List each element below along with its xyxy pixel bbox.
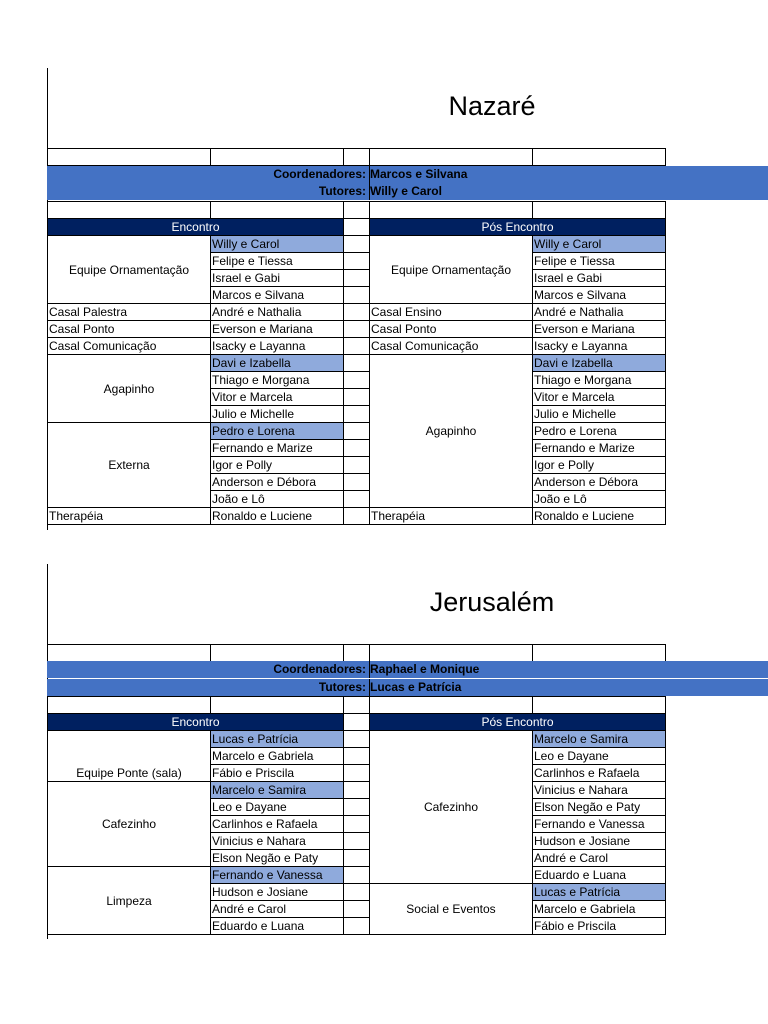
table-row [48,321,666,338]
spacer-cell [344,219,370,236]
spacer-cell [344,423,370,440]
table-row [48,508,666,525]
team-name-cell: Cafezinho [370,731,533,884]
spacer-cell [344,867,370,884]
coordinators-value: Raphael e Monique [370,662,480,676]
couple-cell: Marcelo e Gabriela [533,901,666,918]
team-name-cell: Externa [48,423,211,508]
team-name-cell: Therapéia [48,508,211,525]
team-name-cell: Equipe Ornamentação [48,236,211,304]
couple-cell: Carlinhos e Rafaela [533,765,666,782]
table-row [48,304,666,321]
team-name-cell: Limpeza [48,867,211,935]
spacer-cell [344,748,370,765]
blank-row [47,696,666,714]
couple-cell: Anderson e Débora [533,474,666,491]
team-name-cell: Casal Palestra [48,304,211,321]
couple-cell: Everson e Mariana [533,321,666,338]
couple-cell: João e Lô [211,491,344,508]
team-name-cell: Casal Comunicação [370,338,533,355]
spacer-cell [344,731,370,748]
spacer-cell [344,304,370,321]
blank-row [47,644,666,662]
table-row [48,867,666,884]
table-row [48,338,666,355]
table-row [48,423,666,440]
spacer-cell [344,236,370,253]
couple-cell: Fernando e Vanessa [533,816,666,833]
couple-cell: Marcelo e Gabriela [211,748,344,765]
couple-cell: Vinicius e Nahara [533,782,666,799]
couple-cell: André e Nathalia [533,304,666,321]
team-name-cell: Casal Ponto [370,321,533,338]
couple-cell: Fernando e Marize [211,440,344,457]
couple-cell: Marcos e Silvana [211,287,344,304]
encontro-header: Encontro [48,714,344,731]
team-name-cell: Equipe Ponte (sala) [48,731,211,782]
couple-cell: Lucas e Patrícia [211,731,344,748]
team-name-cell: Casal Ensino [370,304,533,321]
table-row [48,731,666,748]
couple-cell: Fábio e Priscila [533,918,666,935]
spacer-cell [344,918,370,935]
spacer-cell [344,799,370,816]
couple-cell: Davi e Izabella [211,355,344,372]
couple-cell: Felipe e Tiessa [211,253,344,270]
spacer-cell [344,474,370,491]
teams-table [47,713,666,935]
spacer-cell [344,901,370,918]
couple-cell: Fernando e Marize [533,440,666,457]
couple-cell: Elson Negão e Paty [211,850,344,867]
couple-cell: Ronaldo e Luciene [533,508,666,525]
couple-cell: Julio e Michelle [211,406,344,423]
couple-cell: Isacky e Layanna [211,338,344,355]
spacer-cell [344,850,370,867]
team-name-cell: Casal Comunicação [48,338,211,355]
team-name-cell: Agapinho [48,355,211,423]
couple-cell: Fábio e Priscila [211,765,344,782]
couple-cell: Thiago e Morgana [211,372,344,389]
pos-encontro-header: Pós Encontro [370,714,666,731]
couple-cell: Hudson e Josiane [533,833,666,850]
blank-row [47,148,666,166]
couple-cell: Willy e Carol [533,236,666,253]
couple-cell: Thiago e Morgana [533,372,666,389]
spacer-cell [344,406,370,423]
spacer-cell [344,253,370,270]
spacer-cell [344,508,370,525]
tutors-label: Tutores: [318,184,366,198]
team-name-cell: Social e Eventos [370,884,533,935]
tutors-bar [47,183,768,200]
couple-cell: André e Nathalia [211,304,344,321]
couple-cell: Pedro e Lorena [211,423,344,440]
spacer-cell [344,782,370,799]
couple-cell: Vitor e Marcela [533,389,666,406]
spacer-cell [344,884,370,901]
couple-cell: Hudson e Josiane [211,884,344,901]
couple-cell: Carlinhos e Rafaela [211,816,344,833]
tutors-value: Willy e Carol [370,184,442,198]
couple-cell: Leo e Dayane [533,748,666,765]
couple-cell: Marcos e Silvana [533,287,666,304]
couple-cell: Felipe e Tiessa [533,253,666,270]
spacer-cell [344,287,370,304]
blank-row [47,201,666,219]
couple-cell: Igor e Polly [533,457,666,474]
team-name-cell: Agapinho [370,355,533,508]
couple-cell: Igor e Polly [211,457,344,474]
couple-cell: Vitor e Marcela [211,389,344,406]
tutors-value: Lucas e Patrícia [370,680,462,694]
couple-cell: Eduardo e Luana [533,867,666,884]
couple-cell: Julio e Michelle [533,406,666,423]
spacer-cell [344,816,370,833]
spacer-cell [344,270,370,287]
header-row [48,714,666,731]
spacer-cell [344,765,370,782]
couple-cell: Marcelo e Samira [211,782,344,799]
spacer-cell [344,491,370,508]
table-row [48,236,666,253]
tutors-bar [47,679,768,696]
couple-cell: Elson Negão e Paty [533,799,666,816]
spacer-cell [344,338,370,355]
section-title: Nazaré [448,91,536,121]
couple-cell: André e Carol [211,901,344,918]
encontro-header: Encontro [48,219,344,236]
spacer-cell [344,389,370,406]
couple-cell: Pedro e Lorena [533,423,666,440]
coordinators-bar [47,661,768,678]
spacer-cell [344,833,370,850]
team-name-cell: Cafezinho [48,782,211,867]
team-name-cell: Casal Ponto [48,321,211,338]
couple-cell: Willy e Carol [211,236,344,253]
couple-cell: João e Lô [533,491,666,508]
table-row [48,782,666,799]
couple-cell: Leo e Dayane [211,799,344,816]
couple-cell: Anderson e Débora [211,474,344,491]
couple-cell: Israel e Gabi [211,270,344,287]
couple-cell: Vinicius e Nahara [211,833,344,850]
coordinators-value: Marcos e Silvana [370,167,468,181]
spacer-cell [344,372,370,389]
section-title: Jerusalém [429,587,555,617]
couple-cell: Fernando e Vanessa [211,867,344,884]
couple-cell: Ronaldo e Luciene [211,508,344,525]
spacer-cell [344,355,370,372]
tutors-label: Tutores: [318,680,366,694]
couple-cell: Everson e Mariana [211,321,344,338]
teams-table [47,218,666,525]
couple-cell: Israel e Gabi [533,270,666,287]
spacer-cell [344,714,370,731]
team-name-cell: Equipe Ornamentação [370,236,533,304]
spacer-cell [344,440,370,457]
spacer-cell [344,321,370,338]
pos-encontro-header: Pós Encontro [370,219,666,236]
couple-cell: Isacky e Layanna [533,338,666,355]
couple-cell: Lucas e Patrícia [533,884,666,901]
coordinators-bar [47,166,768,183]
spacer-cell [344,457,370,474]
team-name-cell: Therapéia [370,508,533,525]
header-row [48,219,666,236]
couple-cell: André e Carol [533,850,666,867]
couple-cell: Davi e Izabella [533,355,666,372]
couple-cell: Marcelo e Samira [533,731,666,748]
table-row [48,355,666,372]
couple-cell: Eduardo e Luana [211,918,344,935]
coordinators-label: Coordenadores: [273,662,366,676]
coordinators-label: Coordenadores: [273,167,366,181]
